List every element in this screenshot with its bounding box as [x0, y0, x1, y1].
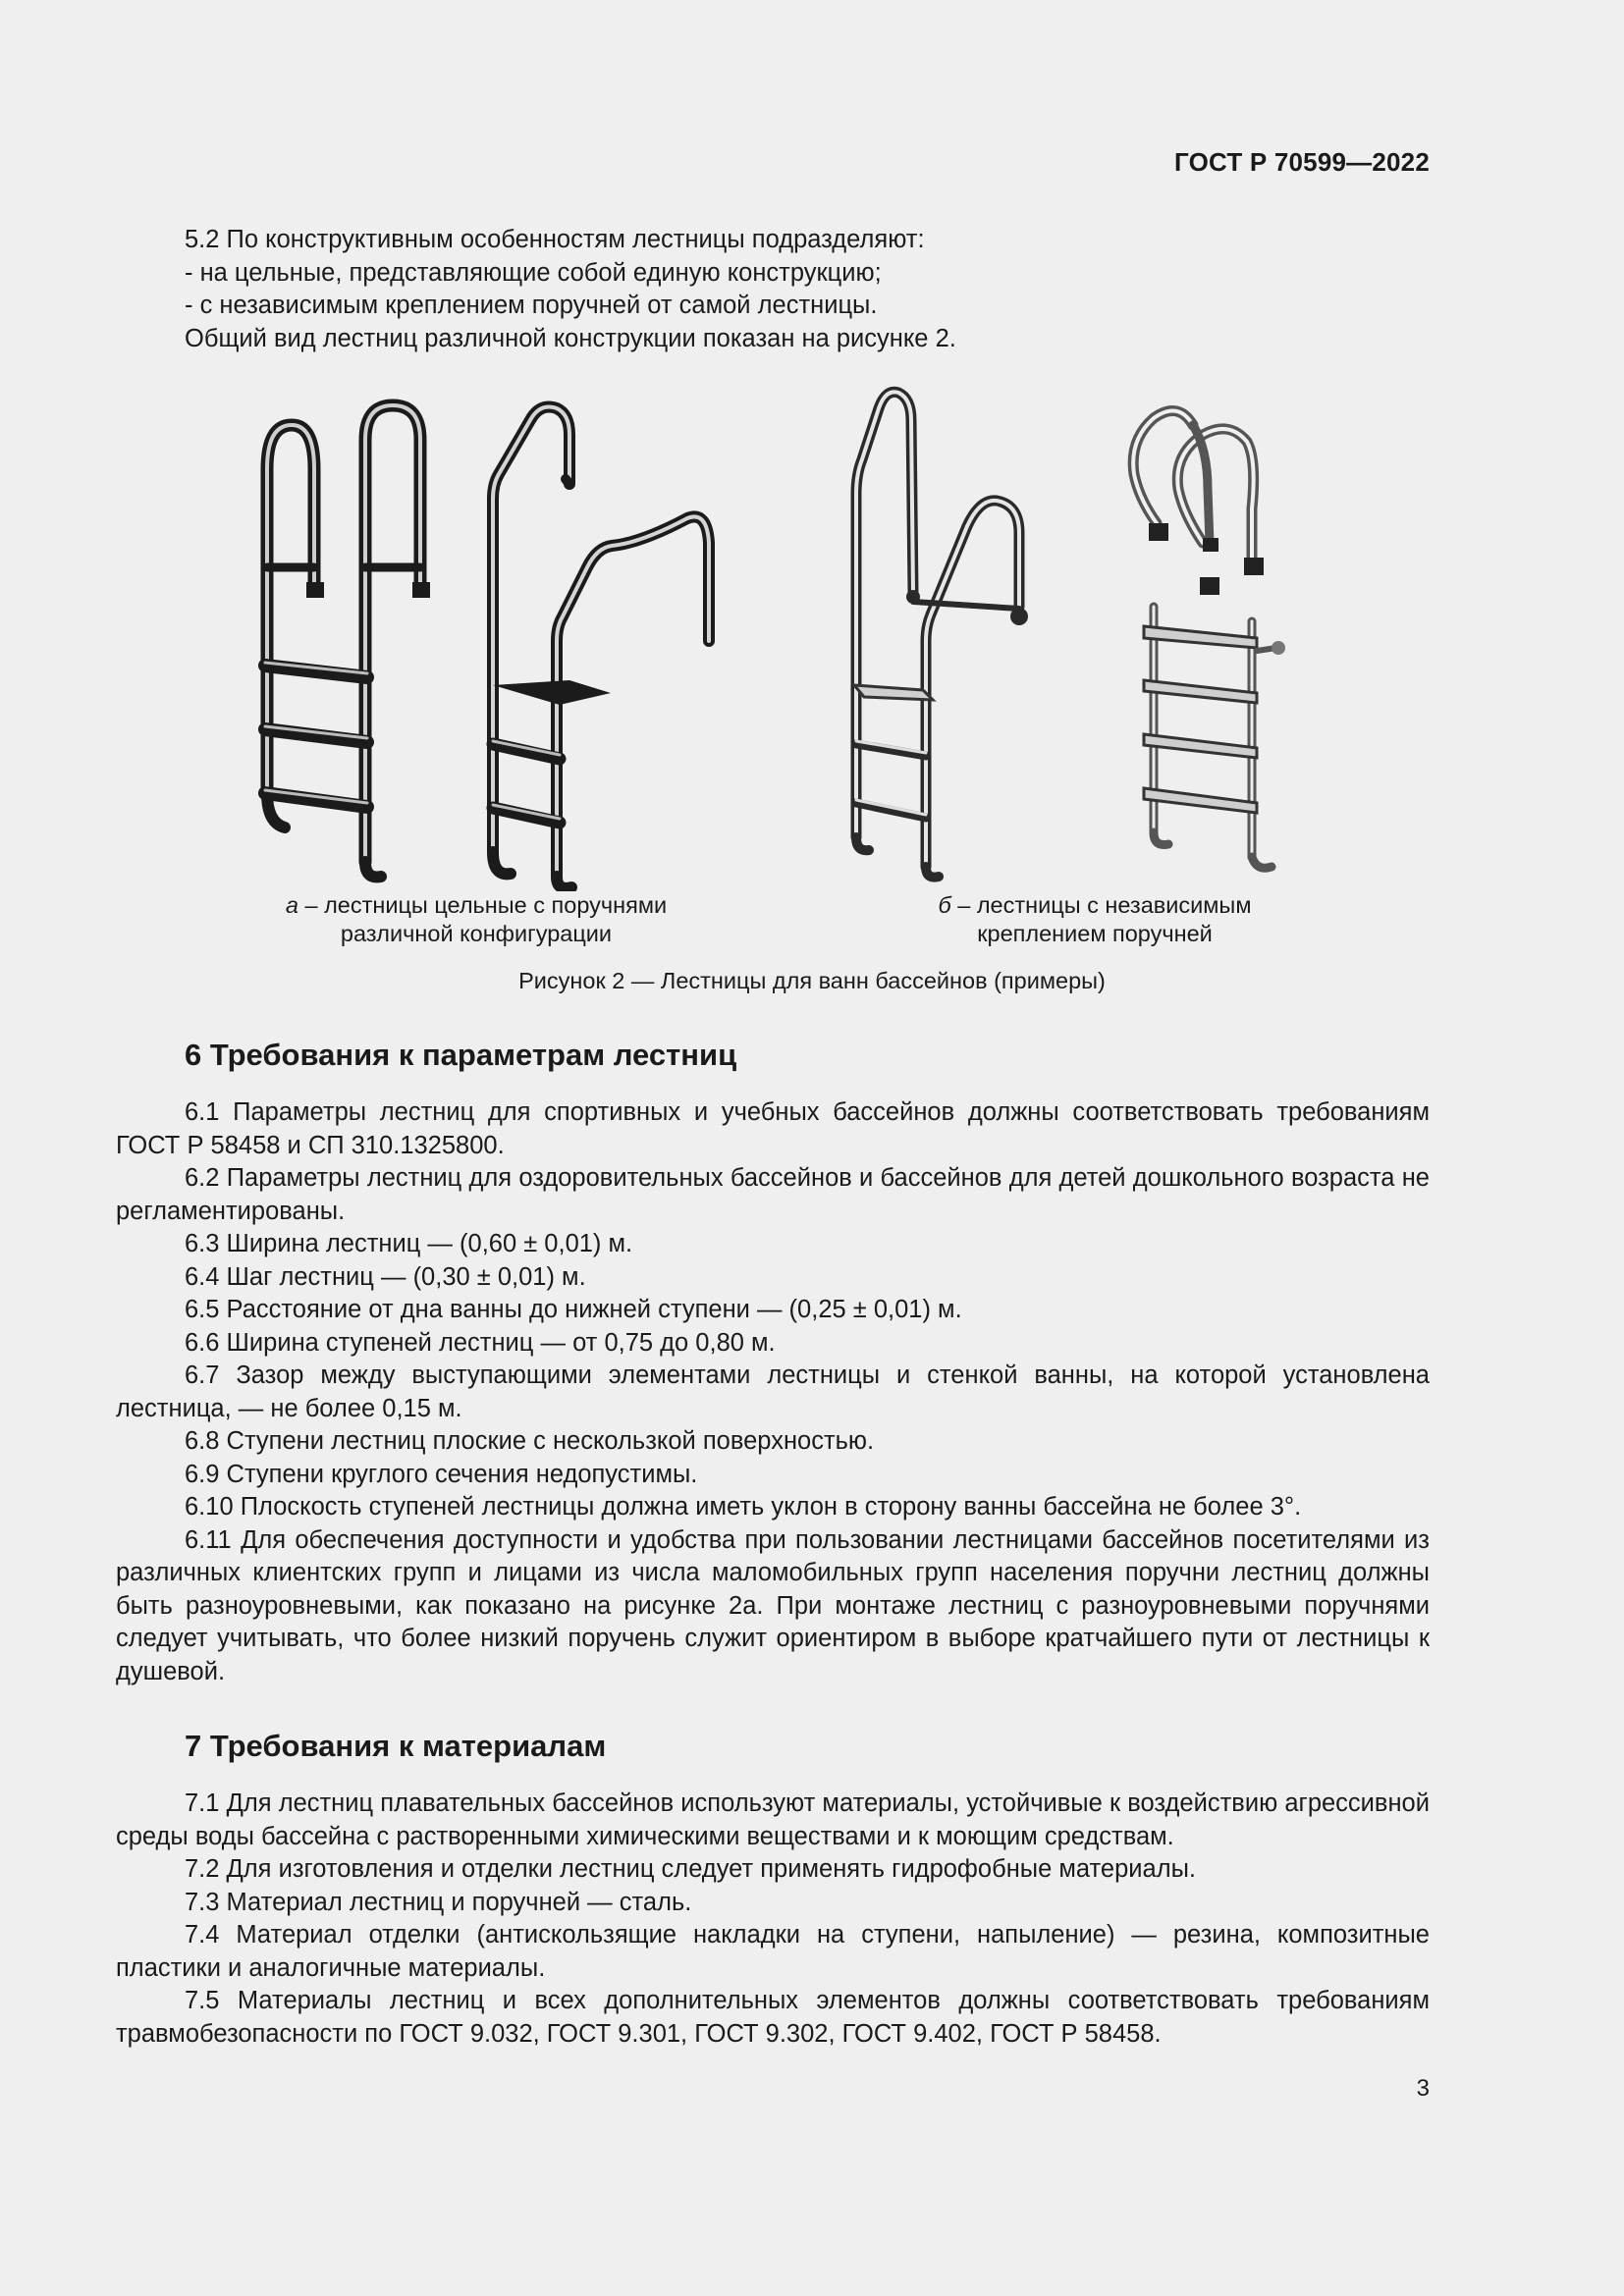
paragraph: 7.3 Материал лестниц и поручней — сталь. — [185, 1888, 692, 1916]
paragraph: 6.2 Параметры лестниц для оздоровительных бассейнов и бассейнов для детей дошкольного возраста не регламентированы. — [116, 1164, 1430, 1225]
section-6 — [116, 1036, 1430, 1688]
paragraph: 7.4 Материал отделки (антискользящие накладки на ступени, напыление) — резина, композитные пластики и аналогичные материалы. — [116, 1921, 1430, 1982]
intro-block — [185, 224, 1432, 355]
paragraph: 6.7 Зазор между выступающими элементами лестницы и стенкой ванны, на которой установлена лестница, — не более 0,15 м. — [116, 1362, 1430, 1422]
ladder-a2-image — [493, 407, 709, 888]
paragraph: 6.11 Для обеспечения доступности и удобства при пользовании лестницами бассейнов посетителями из различных клиентских групп и лицами из числа маломобильных групп населения поручни лестниц должны быть разноуровневыми, как показано на рисунке 2а. При монтаже лестниц с разноуровневыми поручнями следует учитывать, что более низкий поручень служит ориентиром в выборе кратчайшего пути от лестницы к душевой. — [116, 1525, 1430, 1685]
caption-b-text2: креплением поручней — [977, 921, 1213, 946]
paragraph: 7.1 Для лестниц плавательных бассейнов используют материалы, устойчивые к воздействию агрессивной среды воды бассейна с растворенными химическими веществами и к моющим средствам. — [116, 1789, 1430, 1850]
document-id: ГОСТ Р 70599—2022 — [1174, 147, 1430, 177]
paragraph: 6.4 Шаг лестниц — (0,30 ± 0,01) м. — [185, 1262, 586, 1291]
paragraph: 6.10 Плоскость ступеней лестницы должна иметь уклон в сторону ванны бассейна не более 3°. — [185, 1493, 1302, 1521]
figure-title: Рисунок 2 — Лестницы для ванн бассейнов (примеры) — [518, 968, 1106, 993]
ladder-b2-image — [1133, 410, 1285, 868]
paragraph: 6.9 Ступени круглого сечения недопустимы. — [185, 1460, 698, 1488]
figure-caption-b — [874, 891, 1316, 948]
paragraph: 6.6 Ширина ступеней лестниц — от 0,75 до 0,80 м. — [185, 1328, 776, 1357]
paragraph: 7.5 Материалы лестниц и всех дополнительных элементов должны соответствовать требованиям травмобезопасности по ГОСТ 9.032, ГОСТ 9.301, ГОСТ 9.302, ГОСТ 9.402, ГОСТ Р 58458. — [116, 1987, 1430, 2048]
paragraph: 6.1 Параметры лестниц для спортивных и учебных бассейнов должны соответствовать требованиям ГОСТ Р 58458 и СП 310.1325800. — [116, 1098, 1430, 1159]
caption-a-text: – лестницы цельные с поручнями — [298, 892, 668, 918]
paragraph: 6.3 Ширина лестниц — (0,60 ± 0,01) м. — [185, 1230, 633, 1257]
section-7 — [116, 1727, 1430, 2051]
ladder-a1-image — [265, 405, 430, 877]
section-7-heading: 7 Требования к материалам — [185, 1729, 607, 1763]
caption-b-text: – лестницы с независимым — [950, 892, 1252, 918]
paragraph: 7.2 Для изготовления и отделки лестниц следует применять гидрофобные материалы. — [185, 1855, 1196, 1883]
ladder-b1-image — [854, 392, 1028, 877]
figure-caption-a — [255, 891, 697, 948]
page-number: 3 — [1416, 2075, 1430, 2102]
paragraph: 6.8 Ступени лестниц плоские с нескользкой поверхностью. — [185, 1427, 875, 1455]
intro-line: Общий вид лестниц различной конструкции показан на рисунке 2. — [185, 324, 956, 352]
paragraph: 6.5 Расстояние от дна ванны до нижней ступени — (0,25 ± 0,01) м. — [185, 1296, 962, 1323]
caption-a-text2: различной конфигурации — [340, 921, 613, 946]
intro-line: - на цельные, представляющие собой единую конструкцию; — [185, 258, 882, 287]
intro-line: 5.2 По конструктивным особенностям лестницы подразделяют: — [185, 226, 925, 253]
section-6-heading: 6 Требования к параметрам лестниц — [185, 1038, 737, 1072]
ladder-illustration — [236, 381, 1316, 891]
intro-line: - с независимым креплением поручней от самой лестницы. — [185, 292, 878, 319]
caption-a-letter: а — [285, 892, 298, 918]
caption-b-letter: б — [938, 892, 951, 918]
ladder-figure — [236, 381, 1316, 891]
